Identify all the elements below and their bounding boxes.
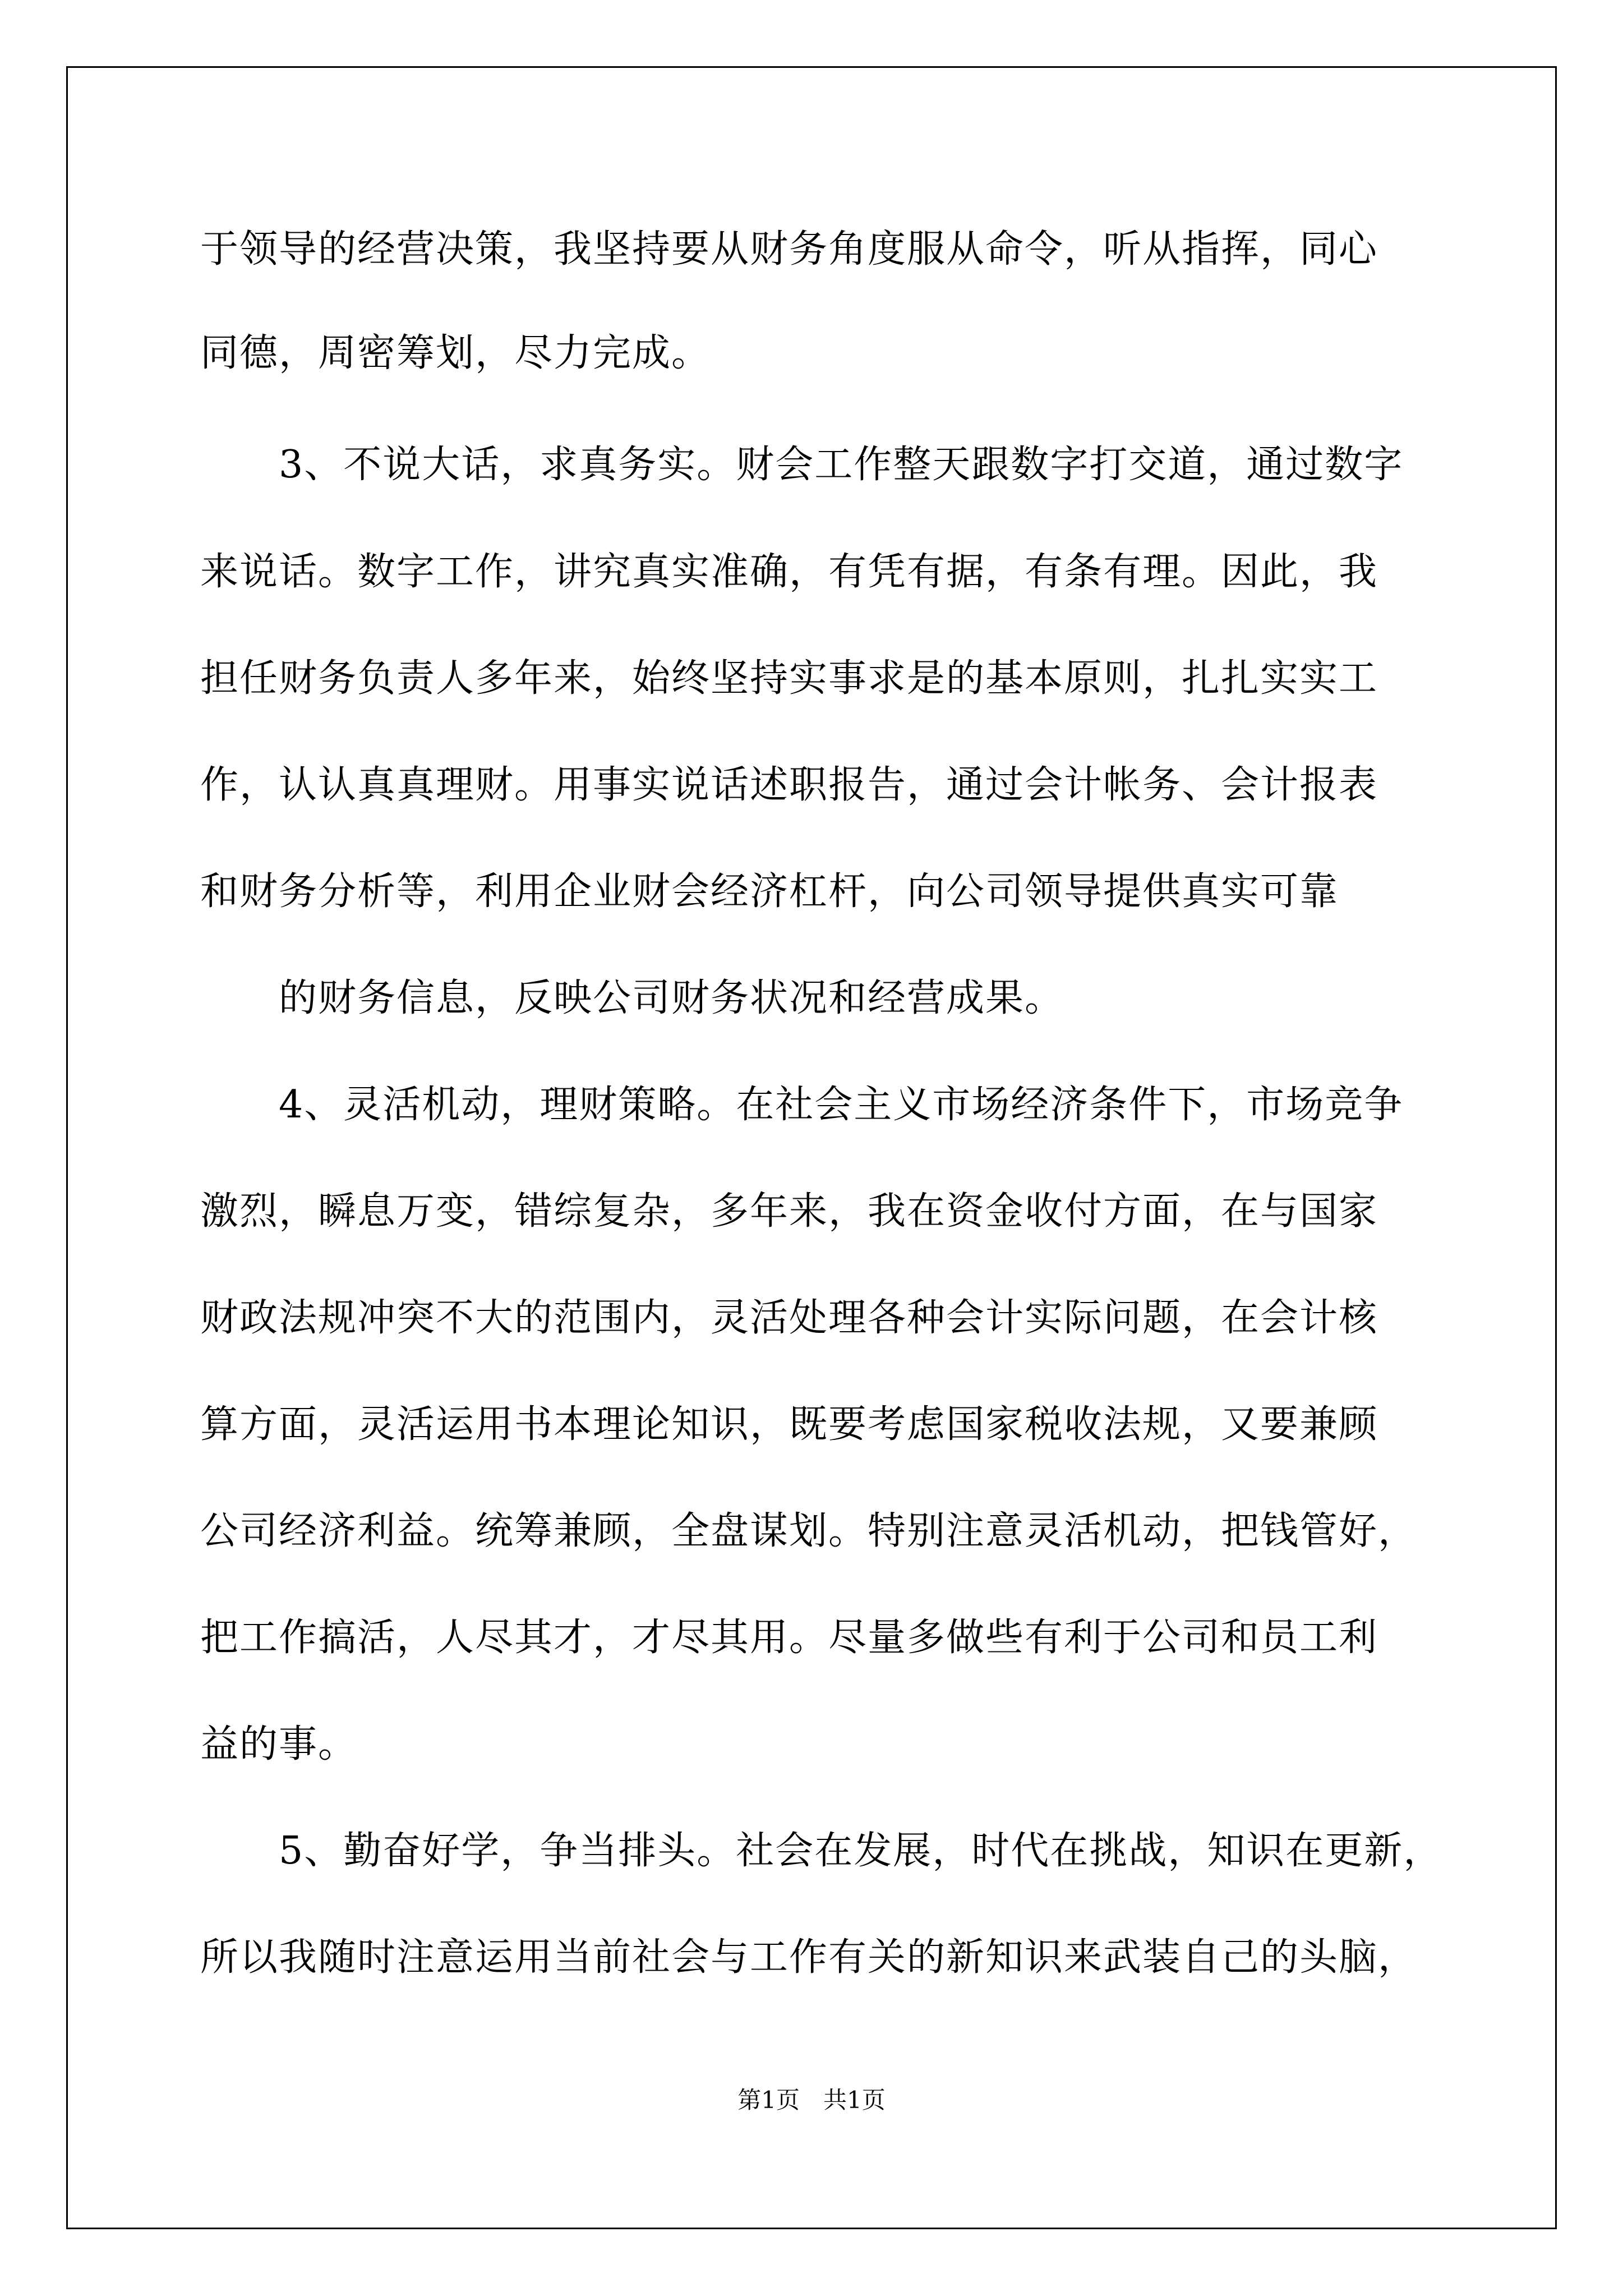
body-line: 所以我随时注意运用当前社会与工作有关的新知识来武装自己的头脑， bbox=[200, 1935, 1418, 1980]
body-line: 算方面，灵活运用书本理论知识，既要考虑国家税收法规，又要兼顾 bbox=[200, 1402, 1378, 1447]
body-line: 5、勤奋好学，争当排头。社会在发展，时代在挑战，知识在更新， bbox=[279, 1829, 1443, 1873]
body-line: 同德，周密筹划，尽力完成。 bbox=[200, 331, 711, 375]
body-line: 把工作搞活，人尽其才，才尽其用。尽量多做些有利于公司和员工利 bbox=[200, 1616, 1378, 1660]
body-line: 3、不说大话，求真务实。财会工作整天跟数字打交道，通过数字 bbox=[279, 443, 1404, 487]
body-line: 公司经济利益。统筹兼顾，全盘谋划。特别注意灵活机动，把钱管好， bbox=[200, 1509, 1418, 1553]
body-line: 4、灵活机动，理财策略。在社会主义市场经济条件下，市场竞争 bbox=[279, 1083, 1404, 1127]
body-line: 作，认认真真理财。用事实说话述职报告，通过会计帐务、会计报表 bbox=[200, 763, 1378, 807]
body-line: 的财务信息，反映公司财务状况和经营成果。 bbox=[279, 976, 1064, 1020]
page-number-footer: 第1页 共1页 bbox=[737, 2086, 886, 2114]
body-line: 和财务分析等，利用企业财会经济杠杆，向公司领导提供真实可靠 bbox=[200, 869, 1339, 914]
body-line: 财政法规冲突不大的范围内，灵活处理各种会计实际问题，在会计核 bbox=[200, 1296, 1378, 1340]
body-line: 来说话。数字工作，讲究真实准确，有凭有据，有条有理。因此，我 bbox=[200, 550, 1378, 594]
body-line: 益的事。 bbox=[200, 1722, 358, 1766]
page-border bbox=[66, 66, 1557, 2229]
body-line: 于领导的经营决策，我坚持要从财务角度服从命令，听从指挥，同心 bbox=[200, 227, 1378, 272]
body-line: 激烈，瞬息万变，错综复杂，多年来，我在资金收付方面，在与国家 bbox=[200, 1189, 1378, 1234]
body-line: 担任财务负责人多年来，始终坚持实事求是的基本原则，扎扎实实工 bbox=[200, 656, 1378, 701]
